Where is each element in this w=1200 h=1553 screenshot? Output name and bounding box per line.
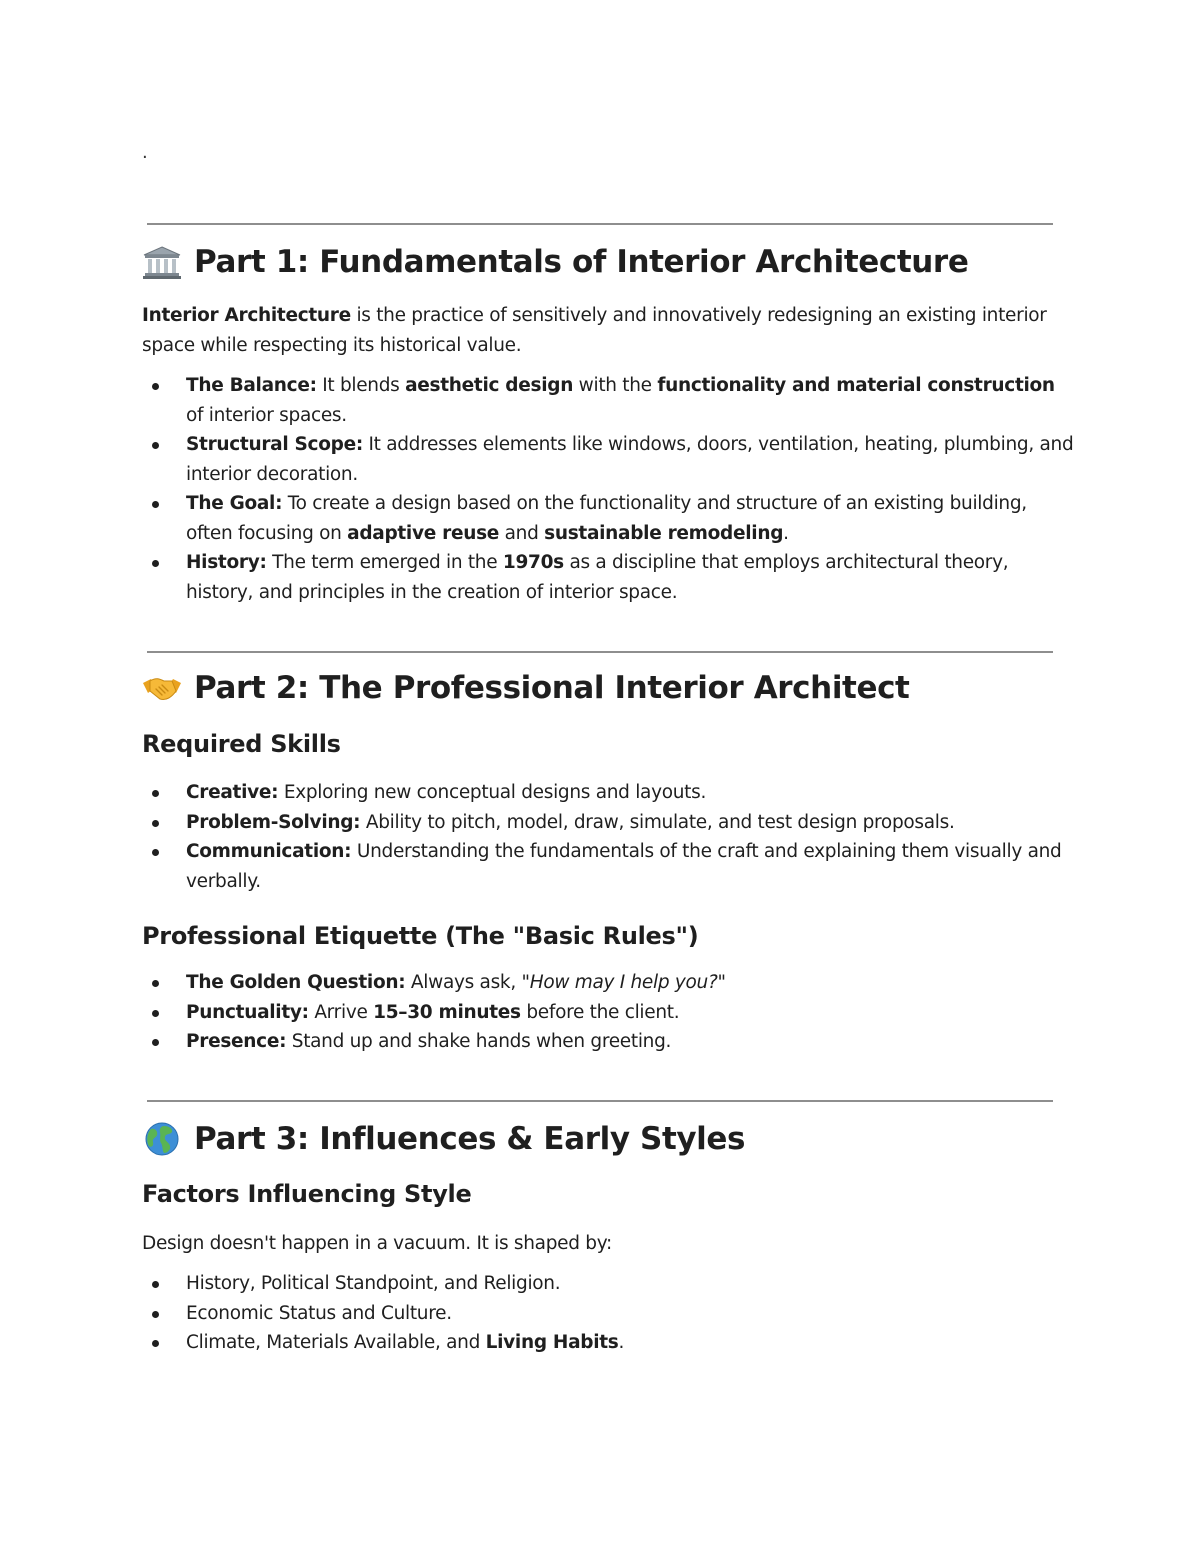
list-item: The Balance: It blends aesthetic design with the functionality and material construction of interior spaces. bbox=[142, 371, 1077, 430]
list-item: The Goal: To create a design based on the functionality and structure of an existing building, often focusing on adaptive reuse and sustainable remodeling. bbox=[142, 489, 1077, 548]
list-item: Structural Scope: It addresses elements like windows, doors, ventilation, heating, plumbing, and interior decoration. bbox=[142, 430, 1077, 489]
section-divider bbox=[147, 1100, 1053, 1102]
list-item: Climate, Materials Available, and Living Habits. bbox=[142, 1328, 1077, 1358]
list-item: Economic Status and Culture. bbox=[142, 1299, 1077, 1329]
list-item: History, Political Standpoint, and Religion. bbox=[142, 1269, 1077, 1299]
top-mark: . bbox=[142, 142, 148, 163]
part3-title: Part 3: Influences & Early Styles bbox=[194, 1121, 746, 1157]
part1-list bbox=[142, 371, 1077, 607]
part1-title: Part 1: Fundamentals of Interior Architecture bbox=[194, 244, 969, 280]
section-divider bbox=[147, 223, 1053, 225]
etiquette-heading: Professional Etiquette (The "Basic Rules") bbox=[142, 922, 699, 950]
list-item: Creative: Exploring new conceptual designs and layouts. bbox=[142, 778, 1077, 808]
list-item: Communication: Understanding the fundamentals of the craft and explaining them visually and verbally. bbox=[142, 837, 1077, 896]
list-item: The Golden Question: Always ask, "How may I help you?" bbox=[142, 968, 1077, 998]
list-item: Problem-Solving: Ability to pitch, model, draw, simulate, and test design proposals. bbox=[142, 808, 1077, 838]
handshake-icon bbox=[142, 671, 182, 705]
classical-building-icon bbox=[142, 245, 182, 279]
list-item: Punctuality: Arrive 15–30 minutes before the client. bbox=[142, 998, 1077, 1028]
globe-icon bbox=[142, 1122, 182, 1156]
list-item: History: The term emerged in the 1970s as a discipline that employs architectural theory, history, and principles in the creation of interior space. bbox=[142, 548, 1077, 607]
part3-heading bbox=[142, 1121, 745, 1157]
part2-heading bbox=[142, 670, 909, 706]
part1-heading bbox=[142, 244, 968, 280]
part2-title: Part 2: The Professional Interior Architect bbox=[194, 670, 910, 706]
etiquette-list bbox=[142, 968, 1077, 1057]
part1-intro: Interior Architecture is the practice of sensitively and innovatively redesigning an existing interior space while respecting its historical value. bbox=[142, 305, 1047, 356]
factors-intro: Design doesn't happen in a vacuum. It is shaped by: bbox=[142, 1233, 612, 1254]
list-item: Presence: Stand up and shake hands when greeting. bbox=[142, 1027, 1077, 1057]
skills-list bbox=[142, 778, 1077, 896]
factors-heading: Factors Influencing Style bbox=[142, 1180, 472, 1208]
factors-list bbox=[142, 1269, 1077, 1358]
section-divider bbox=[147, 651, 1053, 653]
required-skills-heading: Required Skills bbox=[142, 730, 341, 758]
